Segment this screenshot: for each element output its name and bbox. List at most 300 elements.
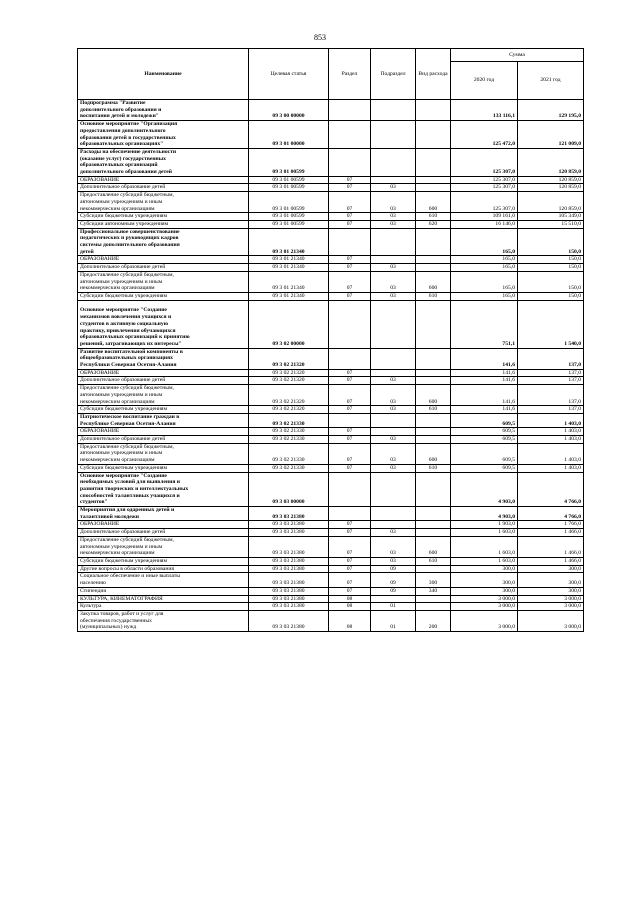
row-name: Подпрограмма "Развитие дополнительного образования и воспитания детей и молодежи" [78, 100, 249, 121]
row-sum-2021: 137,0 [518, 377, 584, 385]
row-sum-2020: 165,0 [451, 228, 518, 256]
row-name: Профессиональное совершенствование педагогических и руководящих кадров системы дополнительного образования детей [78, 228, 249, 256]
row-target-code: 09 3 02 21320 [249, 406, 329, 414]
table-row [78, 271, 584, 292]
row-section: 07 [329, 436, 371, 444]
table-row [78, 264, 584, 272]
row-subsection: 09 [371, 587, 416, 595]
row-target-code: 09 3 01 00000 [249, 121, 329, 149]
row-sum-2020: 125 307,0 [451, 192, 518, 213]
row-section: 07 [329, 406, 371, 414]
row-target-code: 09 3 02 21330 [249, 443, 329, 464]
row-sum-2021: 300,0 [518, 587, 584, 595]
row-name: Основное мероприятие "Создание необходимых условий для выявления и развития творческих и интеллектуальных способностей талантливых учащихся и студентов" [78, 472, 249, 507]
row-section: 07 [329, 192, 371, 213]
row-name: Дополнительное образование детей [78, 184, 249, 192]
row-section [329, 507, 371, 521]
row-sum-2021: 1 466,0 [518, 536, 584, 557]
row-sum-2021: 1 766,0 [518, 521, 584, 529]
row-name: ОБРАЗОВАНИЕ [78, 176, 249, 184]
row-target-code: 09 3 03 21380 [249, 521, 329, 529]
row-sum-2020: 109 161,0 [451, 213, 518, 221]
row-expense-type: 610 [416, 558, 451, 566]
table-row [78, 385, 584, 406]
row-section: 08 [329, 610, 371, 631]
row-expense-type: 610 [416, 464, 451, 472]
row-name: Предоставление субсидий бюджетным, автономным учреждениям и иным некоммерческим организациям [78, 536, 249, 557]
row-sum-2020: 300,0 [451, 587, 518, 595]
table-row [78, 610, 584, 631]
row-target-code: 09 3 03 21380 [249, 507, 329, 521]
table-row [78, 220, 584, 228]
row-expense-type [416, 348, 451, 369]
table-row [78, 507, 584, 521]
row-sum-2021: 120 859,0 [518, 148, 584, 176]
row-target-code: 09 3 02 21330 [249, 413, 329, 427]
header-subsection: Подраздел [371, 49, 416, 100]
row-sum-2020: 165,0 [451, 271, 518, 292]
row-name: Дополнительное образование детей [78, 377, 249, 385]
row-expense-type: 600 [416, 271, 451, 292]
row-subsection: 09 [371, 573, 416, 587]
row-sum-2020: 3 000,0 [451, 595, 518, 603]
row-subsection: 03 [371, 385, 416, 406]
row-sum-2021: 150,0 [518, 228, 584, 256]
row-target-code: 09 3 02 21320 [249, 377, 329, 385]
table-row [78, 184, 584, 192]
row-name: Субсидии автономным учреждениям [78, 220, 249, 228]
table-row [78, 565, 584, 573]
row-subsection: 03 [371, 536, 416, 557]
table-row [78, 464, 584, 472]
row-sum-2021: 120 859,0 [518, 192, 584, 213]
row-target-code: 09 3 03 21380 [249, 587, 329, 595]
row-subsection [371, 595, 416, 603]
row-target-code: 09 3 01 00599 [249, 220, 329, 228]
row-sum-2020: 165,0 [451, 264, 518, 272]
row-section: 07 [329, 443, 371, 464]
row-subsection: 03 [371, 443, 416, 464]
row-target-code: 09 3 03 21380 [249, 558, 329, 566]
row-expense-type [416, 413, 451, 427]
table-row [78, 521, 584, 529]
row-section [329, 413, 371, 427]
row-name: Культура [78, 603, 249, 611]
row-section: 07 [329, 220, 371, 228]
row-section: 08 [329, 603, 371, 611]
row-target-code: 09 3 01 00599 [249, 192, 329, 213]
row-section: 07 [329, 573, 371, 587]
row-target-code: 09 3 03 00000 [249, 472, 329, 507]
row-name: Расходы на обеспечение деятельности (оказание услуг) государственных образовательных организаций дополнительного образования детей [78, 148, 249, 176]
row-target-code: 09 3 03 21380 [249, 610, 329, 631]
row-section: 07 [329, 369, 371, 377]
row-target-code: 09 3 02 21320 [249, 369, 329, 377]
row-sum-2020: 16 146,0 [451, 220, 518, 228]
row-expense-type [416, 369, 451, 377]
row-section: 07 [329, 558, 371, 566]
table-row [78, 587, 584, 595]
row-name: ОБРАЗОВАНИЕ [78, 521, 249, 529]
row-expense-type: 620 [416, 220, 451, 228]
row-name: Субсидии бюджетным учреждениям [78, 464, 249, 472]
row-subsection [371, 521, 416, 529]
row-target-code: 09 3 01 00599 [249, 213, 329, 221]
table-header [78, 49, 584, 100]
row-expense-type: 610 [416, 406, 451, 414]
table-row [78, 558, 584, 566]
table-row [78, 121, 584, 149]
header-name: Наименование [78, 49, 249, 100]
row-expense-type [416, 377, 451, 385]
row-subsection: 03 [371, 271, 416, 292]
row-subsection: 03 [371, 184, 416, 192]
row-subsection [371, 300, 416, 348]
row-sum-2021: 1 540,0 [518, 300, 584, 348]
row-section: 07 [329, 377, 371, 385]
row-sum-2021: 137,0 [518, 406, 584, 414]
row-sum-2021: 3 000,0 [518, 603, 584, 611]
row-subsection: 03 [371, 377, 416, 385]
row-subsection [371, 369, 416, 377]
row-subsection: 03 [371, 558, 416, 566]
row-sum-2021: 121 009,0 [518, 121, 584, 149]
row-sum-2020: 141,6 [451, 377, 518, 385]
header-sum: Сумма [451, 49, 584, 62]
row-target-code: 09 3 01 21340 [249, 271, 329, 292]
row-sum-2020: 609,5 [451, 428, 518, 436]
row-sum-2020: 4 903,0 [451, 472, 518, 507]
row-section: 07 [329, 587, 371, 595]
row-target-code: 09 3 03 21380 [249, 565, 329, 573]
row-section [329, 472, 371, 507]
row-sum-2020: 1 903,0 [451, 521, 518, 529]
row-subsection [371, 121, 416, 149]
row-target-code: 09 3 01 21340 [249, 264, 329, 272]
row-sum-2020: 300,0 [451, 573, 518, 587]
row-sum-2020: 141,6 [451, 348, 518, 369]
row-sum-2020: 4 903,0 [451, 507, 518, 521]
row-section: 07 [329, 565, 371, 573]
row-expense-type: 600 [416, 536, 451, 557]
row-sum-2020: 1 603,0 [451, 529, 518, 537]
row-target-code: 09 3 01 00599 [249, 176, 329, 184]
row-section: 07 [329, 176, 371, 184]
row-sum-2020: 3 000,0 [451, 603, 518, 611]
row-sum-2020: 609,5 [451, 443, 518, 464]
row-sum-2021: 1 403,0 [518, 428, 584, 436]
row-sum-2021: 129 195,0 [518, 100, 584, 121]
row-sum-2021: 137,0 [518, 369, 584, 377]
row-expense-type [416, 529, 451, 537]
row-sum-2021: 1 403,0 [518, 464, 584, 472]
row-expense-type: 600 [416, 385, 451, 406]
row-name: Дополнительное образование детей [78, 264, 249, 272]
table-row [78, 192, 584, 213]
row-target-code: 09 3 01 21340 [249, 256, 329, 264]
row-expense-type: 610 [416, 213, 451, 221]
header-section: Раздел [329, 49, 371, 100]
row-target-code: 09 3 02 21330 [249, 428, 329, 436]
row-expense-type [416, 472, 451, 507]
row-subsection [371, 228, 416, 256]
row-subsection: 01 [371, 610, 416, 631]
row-subsection: 03 [371, 192, 416, 213]
row-subsection: 03 [371, 292, 416, 300]
row-name: Дополнительное образование детей [78, 529, 249, 537]
row-sum-2021: 1 403,0 [518, 443, 584, 464]
row-sum-2021: 120 859,0 [518, 184, 584, 192]
row-target-code: 09 3 03 21380 [249, 536, 329, 557]
row-target-code: 09 3 02 00000 [249, 300, 329, 348]
row-section: 07 [329, 428, 371, 436]
table-body [78, 100, 584, 632]
row-expense-type [416, 121, 451, 149]
table-row [78, 256, 584, 264]
table-row [78, 213, 584, 221]
row-name: ОБРАЗОВАНИЕ [78, 256, 249, 264]
table-row [78, 413, 584, 427]
row-sum-2021: 1 403,0 [518, 413, 584, 427]
row-name: Социальное обеспечение и иные выплаты населению [78, 573, 249, 587]
row-name: Закупка товаров, работ и услуг для обеспечения государственных (муниципальных) нужд [78, 610, 249, 631]
row-subsection [371, 472, 416, 507]
row-sum-2020: 141,6 [451, 385, 518, 406]
row-name: Субсидии бюджетным учреждениям [78, 292, 249, 300]
row-sum-2021: 15 510,0 [518, 220, 584, 228]
row-subsection [371, 507, 416, 521]
row-name: Другие вопросы в области образования [78, 565, 249, 573]
row-subsection: 03 [371, 264, 416, 272]
row-expense-type [416, 521, 451, 529]
row-name: Субсидии бюджетным учреждениям [78, 213, 249, 221]
row-target-code: 09 3 01 21340 [249, 228, 329, 256]
row-expense-type [416, 595, 451, 603]
row-name: КУЛЬТУРА, КИНЕМАТОГРАФИЯ [78, 595, 249, 603]
row-sum-2021: 4 766,0 [518, 472, 584, 507]
row-sum-2020: 751,1 [451, 300, 518, 348]
row-expense-type: 610 [416, 292, 451, 300]
row-target-code: 09 3 02 21320 [249, 348, 329, 369]
row-expense-type: 600 [416, 192, 451, 213]
table-row [78, 443, 584, 464]
row-sum-2021: 1 466,0 [518, 529, 584, 537]
row-sum-2020: 125 472,0 [451, 121, 518, 149]
page-number: 853 [314, 33, 326, 42]
row-expense-type [416, 176, 451, 184]
budget-table [77, 48, 584, 632]
row-section: 08 [329, 595, 371, 603]
row-sum-2021: 300,0 [518, 573, 584, 587]
row-target-code: 09 3 02 21330 [249, 464, 329, 472]
row-expense-type [416, 300, 451, 348]
row-section: 07 [329, 256, 371, 264]
row-sum-2021: 3 000,0 [518, 610, 584, 631]
row-section [329, 121, 371, 149]
row-expense-type [416, 436, 451, 444]
row-target-code: 09 3 01 00599 [249, 148, 329, 176]
row-target-code: 09 3 03 21380 [249, 595, 329, 603]
row-subsection [371, 100, 416, 121]
row-section: 07 [329, 385, 371, 406]
row-sum-2020: 609,5 [451, 464, 518, 472]
row-sum-2020: 1 603,0 [451, 536, 518, 557]
row-target-code: 09 3 01 00599 [249, 184, 329, 192]
row-section [329, 300, 371, 348]
row-section [329, 148, 371, 176]
row-sum-2021: 4 766,0 [518, 507, 584, 521]
row-subsection [371, 413, 416, 427]
table-row [78, 377, 584, 385]
header-year-2020: 2020 год [451, 62, 518, 100]
row-subsection: 03 [371, 406, 416, 414]
row-subsection: 03 [371, 436, 416, 444]
table-row [78, 406, 584, 414]
row-sum-2021: 1 466,0 [518, 558, 584, 566]
table-row [78, 300, 584, 348]
row-sum-2021: 1 403,0 [518, 436, 584, 444]
header-year-2021: 2021 год [518, 62, 584, 100]
row-subsection: 03 [371, 213, 416, 221]
row-sum-2020: 125 307,0 [451, 148, 518, 176]
table-row [78, 472, 584, 507]
row-section [329, 228, 371, 256]
row-section: 07 [329, 213, 371, 221]
row-expense-type [416, 184, 451, 192]
row-sum-2020: 609,5 [451, 436, 518, 444]
row-sum-2021: 3 000,0 [518, 595, 584, 603]
row-section [329, 100, 371, 121]
row-expense-type [416, 565, 451, 573]
row-expense-type: 200 [416, 610, 451, 631]
row-target-code: 09 3 02 21320 [249, 385, 329, 406]
row-section: 07 [329, 264, 371, 272]
row-expense-type [416, 100, 451, 121]
row-name: Основное мероприятие "Создание механизмов вовлечения учащихся и студентов в активную социальную практику, привлечения обучающихся образовательных организаций к принятию решений, затрагивающих их интересы" [78, 300, 249, 348]
row-expense-type [416, 148, 451, 176]
table-row [78, 573, 584, 587]
row-sum-2020: 165,0 [451, 292, 518, 300]
table-row [78, 348, 584, 369]
row-name: Патриотическое воспитание граждан в Республике Северная Осетия-Алания [78, 413, 249, 427]
row-sum-2021: 150,0 [518, 256, 584, 264]
row-sum-2021: 150,0 [518, 264, 584, 272]
row-subsection [371, 348, 416, 369]
row-section: 07 [329, 464, 371, 472]
row-expense-type: 300 [416, 573, 451, 587]
row-name: Основное мероприятие "Организация предоставления дополнительного образования детей в государственных образовательных организациях" [78, 121, 249, 149]
row-subsection: 03 [371, 220, 416, 228]
row-sum-2021: 137,0 [518, 385, 584, 406]
row-name: Предоставление субсидий бюджетным, автономным учреждениям и иным некоммерческим организациям [78, 192, 249, 213]
table-row [78, 148, 584, 176]
row-subsection [371, 148, 416, 176]
header-code: Целевая статья [249, 49, 329, 100]
row-sum-2021: 137,0 [518, 348, 584, 369]
row-sum-2021: 150,0 [518, 271, 584, 292]
row-name: ОБРАЗОВАНИЕ [78, 369, 249, 377]
row-target-code: 09 3 01 21340 [249, 292, 329, 300]
row-sum-2020: 125 307,0 [451, 184, 518, 192]
row-target-code: 09 3 03 21380 [249, 573, 329, 587]
row-sum-2020: 133 116,1 [451, 100, 518, 121]
table-row [78, 428, 584, 436]
row-section: 07 [329, 184, 371, 192]
row-target-code: 09 3 00 00000 [249, 100, 329, 121]
row-subsection: 09 [371, 565, 416, 573]
row-subsection: 03 [371, 529, 416, 537]
row-section [329, 348, 371, 369]
row-subsection: 03 [371, 464, 416, 472]
row-expense-type: 340 [416, 587, 451, 595]
row-expense-type [416, 228, 451, 256]
table-row [78, 228, 584, 256]
row-sum-2021: 150,0 [518, 292, 584, 300]
row-section: 07 [329, 529, 371, 537]
row-expense-type [416, 507, 451, 521]
row-name: Субсидии бюджетным учреждениям [78, 558, 249, 566]
table-row [78, 436, 584, 444]
row-name: Стипендии [78, 587, 249, 595]
row-target-code: 09 3 03 21380 [249, 603, 329, 611]
row-sum-2020: 609,5 [451, 413, 518, 427]
row-expense-type [416, 428, 451, 436]
row-section: 07 [329, 271, 371, 292]
row-subsection: 01 [371, 603, 416, 611]
row-target-code: 09 3 02 21330 [249, 436, 329, 444]
row-target-code: 09 3 03 21380 [249, 529, 329, 537]
row-sum-2020: 1 603,0 [451, 558, 518, 566]
row-sum-2020: 165,0 [451, 256, 518, 264]
row-name: Субсидии бюджетным учреждениям [78, 406, 249, 414]
row-sum-2020: 141,6 [451, 369, 518, 377]
table-row [78, 536, 584, 557]
row-name: ОБРАЗОВАНИЕ [78, 428, 249, 436]
row-sum-2020: 125 307,0 [451, 176, 518, 184]
row-section: 07 [329, 292, 371, 300]
table-row [78, 603, 584, 611]
row-subsection [371, 176, 416, 184]
row-sum-2020: 141,6 [451, 406, 518, 414]
row-section: 07 [329, 521, 371, 529]
row-sum-2021: 300,0 [518, 565, 584, 573]
row-expense-type: 600 [416, 443, 451, 464]
row-sum-2021: 105 349,0 [518, 213, 584, 221]
row-sum-2021: 120 859,0 [518, 176, 584, 184]
row-name: Предоставление субсидий бюджетным, автономным учреждениям и иным некоммерческим организациям [78, 271, 249, 292]
row-sum-2020: 300,0 [451, 565, 518, 573]
row-name: Мероприятия для одаренных детей и талантливой молодежи [78, 507, 249, 521]
row-expense-type [416, 256, 451, 264]
row-expense-type [416, 603, 451, 611]
row-sum-2020: 3 000,0 [451, 610, 518, 631]
row-name: Развитие воспитательной компоненты в общеобразовательных организациях Республики Северная Осетия-Алания [78, 348, 249, 369]
row-name: Дополнительное образование детей [78, 436, 249, 444]
table-row [78, 369, 584, 377]
row-expense-type [416, 264, 451, 272]
table-row [78, 176, 584, 184]
row-subsection [371, 428, 416, 436]
row-subsection [371, 256, 416, 264]
row-section: 07 [329, 536, 371, 557]
header-expense-type: Вид расхода [416, 49, 451, 100]
row-name: Предоставление субсидий бюджетным, автономным учреждениям и иным некоммерческим организациям [78, 443, 249, 464]
table-row [78, 292, 584, 300]
table-row [78, 595, 584, 603]
table-row [78, 100, 584, 121]
row-name: Предоставление субсидий бюджетным, автономным учреждениям и иным некоммерческим организациям [78, 385, 249, 406]
table-row [78, 529, 584, 537]
